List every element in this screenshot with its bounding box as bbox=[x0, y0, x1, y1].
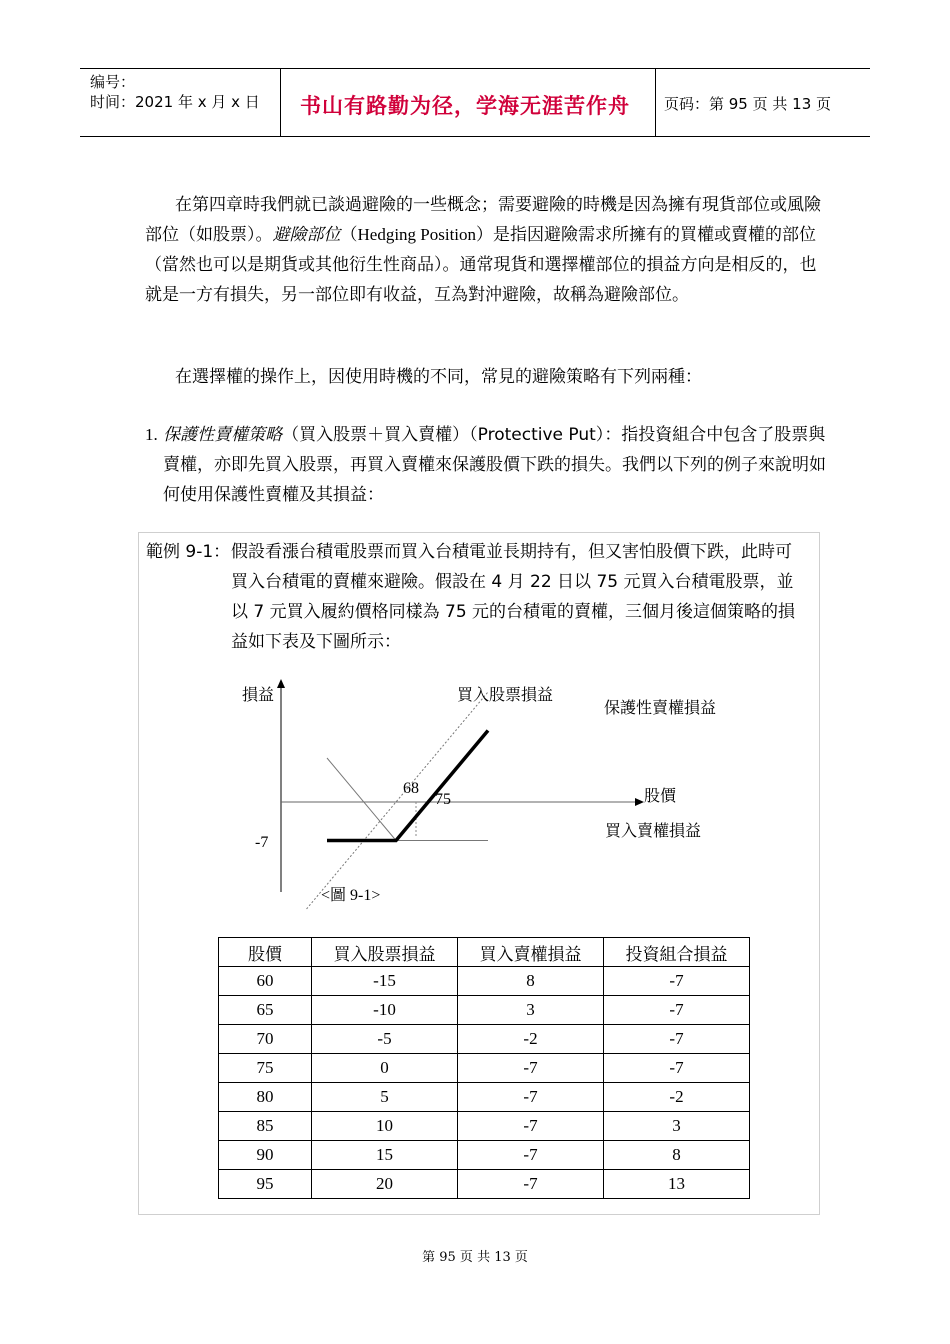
cell: 60 bbox=[219, 967, 312, 996]
cell: -5 bbox=[312, 1025, 458, 1054]
cell: 8 bbox=[458, 967, 604, 996]
item1-paren: （買入股票＋買入賣權）（Protective Put） bbox=[282, 425, 605, 445]
cell: 65 bbox=[219, 996, 312, 1025]
cell: 70 bbox=[219, 1025, 312, 1054]
annotation-68: 68 bbox=[403, 780, 419, 797]
cell: 75 bbox=[219, 1054, 312, 1083]
cell: 10 bbox=[312, 1112, 458, 1141]
col-header-put: 買入賣權損益 bbox=[458, 938, 604, 967]
col-header-portfolio: 投資組合損益 bbox=[604, 938, 750, 967]
table-row bbox=[219, 1054, 750, 1083]
table-row bbox=[219, 996, 750, 1025]
cell: 90 bbox=[219, 1141, 312, 1170]
cell: 3 bbox=[604, 1112, 750, 1141]
cell: 95 bbox=[219, 1170, 312, 1199]
cell: -2 bbox=[458, 1025, 604, 1054]
page-footer: 第 95 页 共 13 页 bbox=[422, 1250, 528, 1265]
header-motto: 书山有路勤为径，学海无涯苦作舟 bbox=[300, 94, 630, 118]
table-row bbox=[219, 1141, 750, 1170]
para2-text: 在選擇權的操作上，因使用時機的不同，常見的避險策略有下列兩種： bbox=[175, 367, 702, 387]
cell: -7 bbox=[604, 967, 750, 996]
hedging-position-en: （Hedging Position） bbox=[340, 225, 494, 244]
cell: -7 bbox=[604, 1025, 750, 1054]
cell: 5 bbox=[312, 1083, 458, 1112]
table-row bbox=[219, 1170, 750, 1199]
para1-text: 在第四章時我們就已談過避險的一些概念；需要避險的時機是因為擁有現貨部位或風險部位（如股票）。 bbox=[145, 195, 821, 245]
cell: -7 bbox=[458, 1141, 604, 1170]
header-divider-right bbox=[655, 68, 656, 136]
cell: 80 bbox=[219, 1083, 312, 1112]
cell: 20 bbox=[312, 1170, 458, 1199]
example-text: 假設看漲台積電股票而買入台積電並長期持有，但又害怕股價下跌，此時可買入台積電的賣權來避險。假設在 4 月 22 日以 75 元買入台積電股票，並以 7 元買入履約價格同樣為 75 元的台積電的賣權，三個月後這個策略的損益如下表及下圖所示： bbox=[231, 542, 796, 652]
x-axis-label: 股價 bbox=[644, 788, 677, 805]
figure-caption: <圖 9-1> bbox=[321, 887, 381, 904]
cell: 0 bbox=[312, 1054, 458, 1083]
cell: -7 bbox=[458, 1083, 604, 1112]
protective-put-term: 保護性賣權策略 bbox=[163, 425, 283, 445]
header-divider-left bbox=[280, 68, 281, 136]
cell: 15 bbox=[312, 1141, 458, 1170]
table-row bbox=[219, 1083, 750, 1112]
cell: -10 bbox=[312, 996, 458, 1025]
legend-protective-put: 保護性賣權損益 bbox=[604, 700, 717, 717]
para1-rest: 是指因避險需求所擁有的買權或賣權的部位（當然也可以是期貨或其他衍生性商品）。通常現貨和選擇權部位的損益方向是相反的，也就是一方有損失，另一部位即有收益，互為對沖避險，故稱為避險部位。 bbox=[145, 225, 817, 305]
intro-paragraph bbox=[145, 190, 825, 310]
hedging-position-term: 避險部位 bbox=[272, 225, 341, 245]
header-date: 时间：2021 年 x 月 x 日 bbox=[90, 93, 260, 111]
annotation-minus-7: -7 bbox=[255, 834, 269, 851]
col-header-stock: 買入股票損益 bbox=[312, 938, 458, 967]
item1-number: 1. bbox=[145, 425, 158, 444]
cell: -2 bbox=[604, 1083, 750, 1112]
cell: -7 bbox=[458, 1170, 604, 1199]
table-row bbox=[219, 1025, 750, 1054]
header-top-rule bbox=[80, 68, 870, 69]
header-page-info: 页码：第 95 页 共 13 页 bbox=[664, 95, 832, 113]
cell: -15 bbox=[312, 967, 458, 996]
col-header-price: 股價 bbox=[219, 938, 312, 967]
cell: 13 bbox=[604, 1170, 750, 1199]
cell: -7 bbox=[458, 1054, 604, 1083]
header-serial: 编号： bbox=[90, 73, 136, 91]
legend-stock: 買入股票損益 bbox=[457, 687, 554, 704]
series-stock-pnl bbox=[304, 692, 488, 910]
item1-rest: ：指投資組合中包含了股票與賣權，亦即先買入股票，再買入賣權來保護股價下跌的損失。我們以下列的例子來說明如何使用保護性賣權及其損益： bbox=[163, 425, 826, 505]
protective-put-item bbox=[145, 420, 827, 510]
protective-put-chart bbox=[230, 670, 750, 910]
cell: 3 bbox=[458, 996, 604, 1025]
table-header-row bbox=[219, 938, 750, 967]
cell: 85 bbox=[219, 1112, 312, 1141]
strategy-intro bbox=[145, 362, 825, 392]
y-axis-label: 損益 bbox=[242, 687, 275, 704]
cell: -7 bbox=[604, 1054, 750, 1083]
cell: -7 bbox=[604, 996, 750, 1025]
cell: -7 bbox=[458, 1112, 604, 1141]
header-bottom-rule bbox=[80, 136, 870, 137]
example-label: 範例 9-1： bbox=[146, 542, 231, 562]
cell: 8 bbox=[604, 1141, 750, 1170]
table-row bbox=[219, 967, 750, 996]
legend-put: 買入賣權損益 bbox=[605, 823, 702, 840]
table-row bbox=[219, 1112, 750, 1141]
annotation-75: 75 bbox=[435, 791, 451, 808]
pnl-table bbox=[218, 937, 750, 1199]
